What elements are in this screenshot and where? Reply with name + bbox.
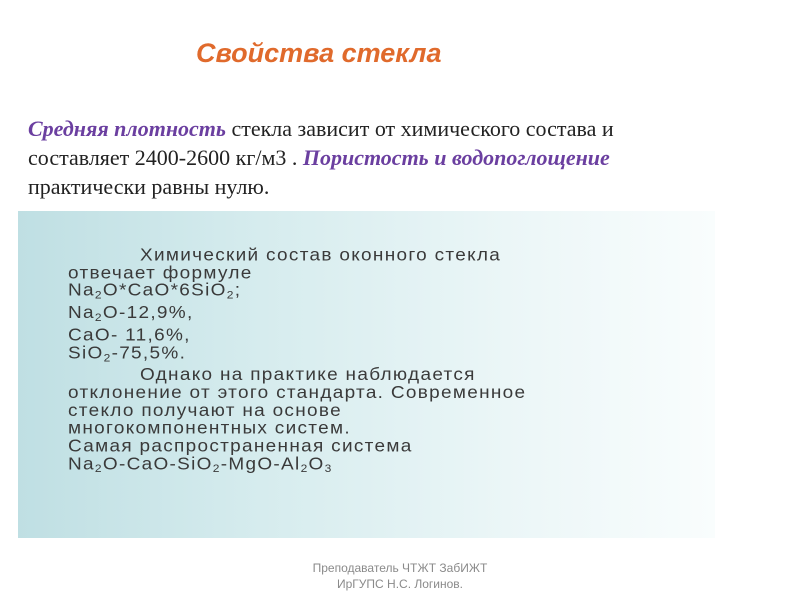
common-system-formula: [68, 456, 708, 478]
footer-line-1: Преподаватель ЧТЖТ ЗабИЖТ: [312, 561, 488, 575]
formula-part: SiO: [68, 343, 104, 363]
cao-content: CaO- 11,6%,: [68, 326, 191, 345]
formula-subscript: 3: [324, 461, 333, 475]
formula-part: ;: [234, 281, 242, 301]
formula-part: O-CaO-SiO: [102, 454, 213, 474]
density-paragraph: [28, 114, 668, 201]
common-system-label: Самая распространенная система: [68, 436, 413, 456]
composition-text: [68, 247, 708, 478]
formula-part: Na: [68, 454, 95, 474]
practice-line-1: Однако на практике наблюдается: [140, 365, 476, 385]
formula-part: O: [308, 454, 325, 474]
sio2-content: [68, 345, 708, 367]
formula-subscript: 2: [300, 461, 309, 475]
composition-panel: [18, 211, 715, 538]
formula-part: O-12,9%,: [102, 303, 194, 323]
formula-part: O*CaO*6SiO: [102, 281, 227, 301]
formula-subscript: 2: [226, 288, 235, 302]
formula-subscript: 2: [103, 350, 112, 364]
formula-part: -75,5%.: [111, 343, 187, 363]
term-density: Средняя плотность: [28, 116, 226, 141]
paragraph-text-1: стекла зависит от химического состава и составляет 2400-2600 кг/м3 .: [28, 116, 614, 170]
practice-line-4: многокомпонентных систем.: [68, 419, 351, 439]
formula-subscript: 2: [94, 288, 103, 302]
term-porosity: Пористость и водопоглощение: [302, 145, 610, 170]
na2o-content: [68, 305, 708, 327]
formula-subscript: 2: [94, 461, 103, 475]
composition-heading: Химический состав оконного стекла: [140, 246, 502, 265]
footer-line-2: ИрГУПС Н.С. Логинов.: [336, 577, 464, 591]
formula-subscript: 2: [94, 310, 103, 324]
formula-intro: отвечает формуле: [68, 263, 253, 283]
slide-footer: [0, 560, 800, 592]
practice-line-2: отклонение от этого стандарта. Современное: [68, 383, 527, 403]
formula-subscript: 2: [212, 461, 221, 475]
formula-part: Na: [68, 303, 95, 323]
glass-formula: [68, 282, 708, 304]
formula-part: Na: [68, 281, 95, 301]
slide-title: Свойства стекла: [196, 38, 442, 68]
paragraph-text-2: практически равны нулю.: [28, 174, 270, 199]
formula-part: -MgO-Al: [220, 454, 301, 474]
practice-line-3: стекло получают на основе: [68, 401, 342, 421]
